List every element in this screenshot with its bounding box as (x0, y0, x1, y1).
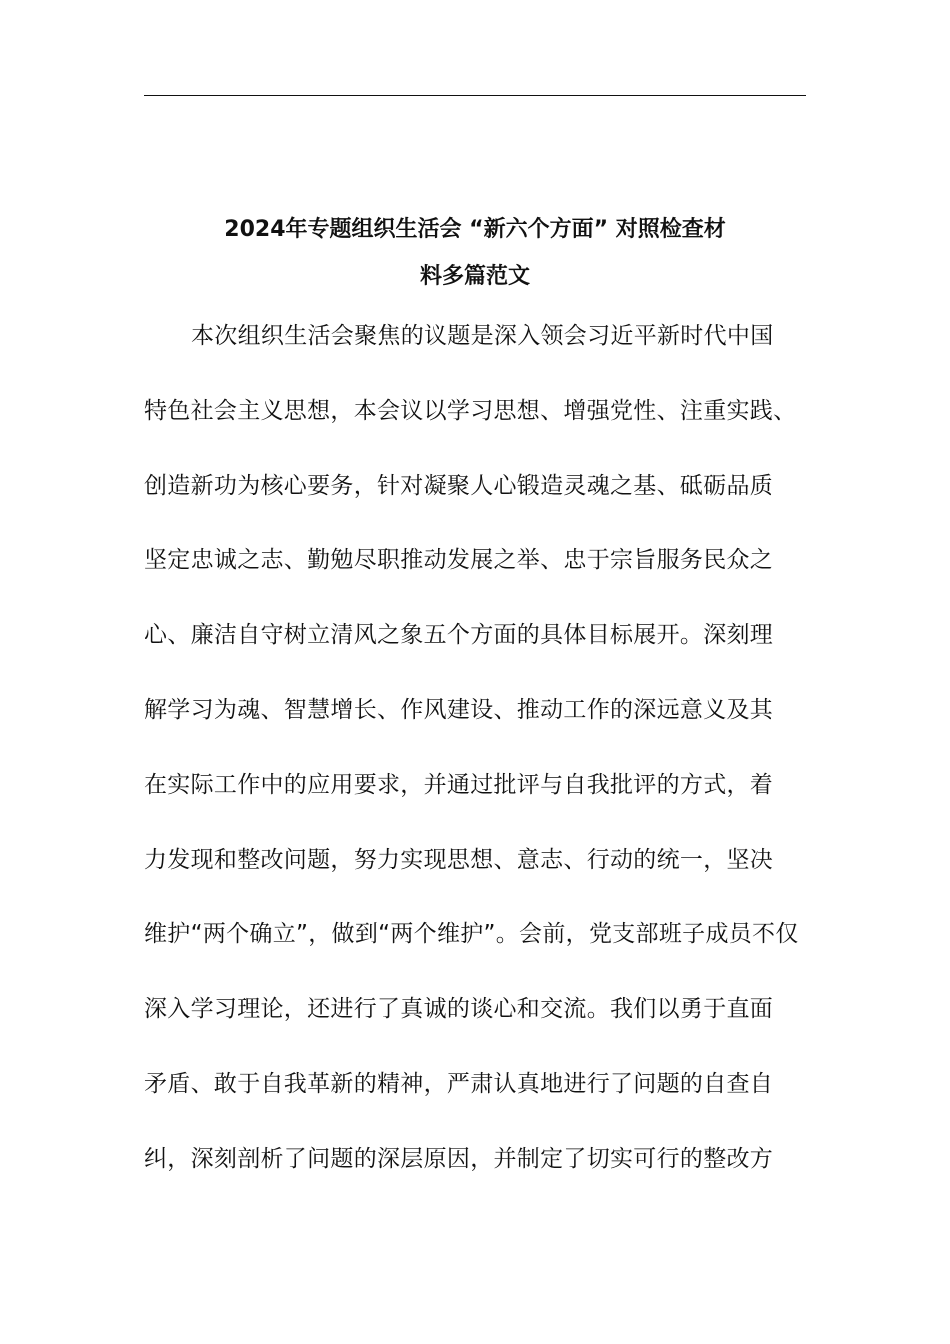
body-line-10: 深入学习理论，还进行了真诚的谈心和交流。我们以勇于直面 (144, 996, 774, 1023)
body-line-4: 坚定忠诚之志、勤勉尽职推动发展之举、忠于宗旨服务民众之 (144, 547, 774, 574)
body-line-8: 力发现和整改问题，努力实现思想、意志、行动的统一，坚决 (144, 846, 774, 873)
body-line-12: 纠，深刻剖析了问题的深层原因，并制定了切实可行的整改方 (144, 1145, 774, 1172)
body-line-11: 矛盾、敢于自我革新的精神，严肃认真地进行了问题的自查自 (144, 1070, 774, 1097)
body-line-2: 特色社会主义思想，本会议以学习思想、增强党性、注重实践、 (144, 397, 797, 424)
body-line-6: 解学习为魂、智慧增长、作风建设、推动工作的深远意义及其 (144, 696, 774, 723)
header-rule (144, 95, 806, 96)
document-title (144, 206, 806, 300)
body-line-7: 在实际工作中的应用要求，并通过批评与自我批评的方式，着 (144, 771, 774, 798)
body-line-5: 心、廉洁自守树立清风之象五个方面的具体目标展开。深刻理 (144, 622, 774, 649)
body-line-9: 维护“两个确立”，做到“两个维护”。会前，党支部班子成员不仅 (144, 921, 799, 948)
body-line-3: 创造新功为核心要务，针对凝聚人心锻造灵魂之基、砥砺品质 (144, 472, 774, 499)
title-line-2: 料多篇范文 (419, 264, 530, 289)
body-line-1: 本次组织生活会聚焦的议题是深入领会习近平新时代中国 (191, 323, 774, 349)
title-line-1: 2024年专题组织生活会 “新六个方面” 对照检查材 (224, 217, 726, 242)
document-body (144, 318, 824, 1216)
